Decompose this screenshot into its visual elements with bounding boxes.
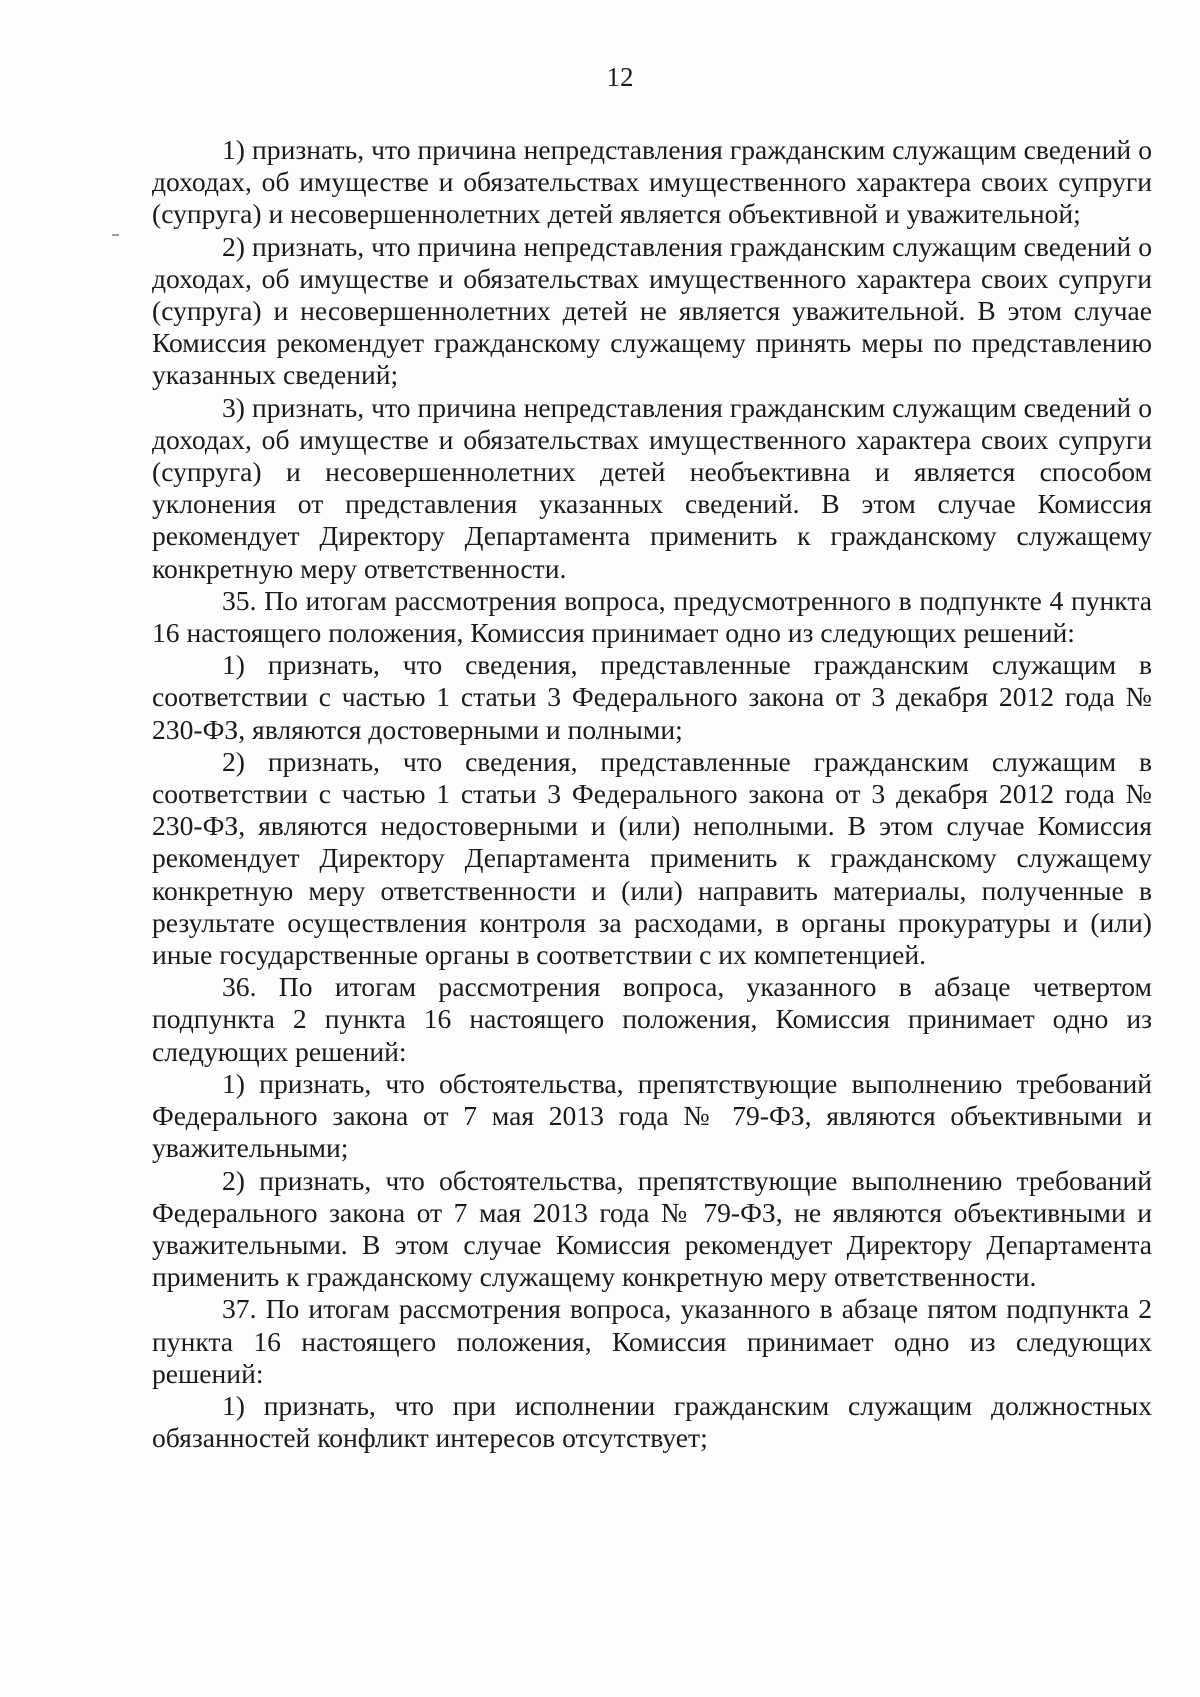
- paragraph-34-item-3: 3) признать, что причина непредставления гражданским служащим сведений о доходах, об имуществе и обязательствах имущественного характера своих супруги (супруга) и несовершеннолетних детей необъективна и является способом уклонения от представления указанных сведений. В этом случае Комиссия рекомендует Директору Департамента применить к гражданскому служащему конкретную меру ответственности.: [152, 391, 1152, 584]
- paragraph-34-item-2: 2) признать, что причина непредставления гражданским служащим сведений о доходах, об имуществе и обязательствах имущественного характера своих супруги (супруга) и несовершеннолетних детей не является уважительной. В этом случае Комиссия рекомендует гражданскому служащему принять меры по представлению указанных сведений;: [152, 230, 1152, 391]
- paragraph-36-item-2: 2) признать, что обстоятельства, препятствующие выполнению требований Федерального закона от 7 мая 2013 года № 79-ФЗ, не являются объективными и уважительными. В этом случае Комиссия рекомендует Директору Департамента применить к гражданскому служащему конкретную меру ответственности.: [152, 1164, 1152, 1293]
- page-number: 12: [606, 62, 634, 92]
- paragraph-34-item-1: 1) признать, что причина непредставления гражданским служащим сведений о доходах, об имуществе и обязательствах имущественного характера своих супруги (супруга) и несовершеннолетних детей является объективной и уважительной;: [152, 134, 1152, 230]
- paragraph-36-item-1: 1) признать, что обстоятельства, препятствующие выполнению требований Федерального закона от 7 мая 2013 года № 79-ФЗ, являются объективными и уважительными;: [152, 1067, 1152, 1164]
- paragraph-35: 35. По итогам рассмотрения вопроса, предусмотренного в подпункте 4 пункта 16 настоящего положения, Комиссия принимает одно из следующих решений:: [152, 584, 1152, 649]
- paragraph-36: 36. По итогам рассмотрения вопроса, указанного в абзаце четвертом подпункта 2 пункта 16 настоящего положения, Комиссия принимает одно из следующих решений:: [152, 971, 1152, 1067]
- paragraph-37: 37. По итогам рассмотрения вопроса, указанного в абзаце пятом подпункта 2 пункта 16 настоящего положения, Комиссия принимает одно из следующих решений:: [152, 1293, 1152, 1389]
- paragraph-35-item-2: 2) признать, что сведения, представленные гражданским служащим в соответствии с частью 1 статьи 3 Федерального закона от 3 декабря 2012 года № 230-ФЗ, являются недостоверными и (или) неполными. В этом случае Комиссия рекомендует Директору Департамента применить к гражданскому служащему конкретную меру ответственности и (или) направить материалы, полученные в результате осуществления контроля за расходами, в органы прокуратуры и (или) иные государственные органы в соответствии с их компетенцией.: [152, 745, 1152, 971]
- document-body: [152, 134, 1152, 1454]
- paragraph-37-item-1: 1) признать, что при исполнении гражданским служащим должностных обязанностей конфликт интересов отсутствует;: [152, 1389, 1152, 1454]
- paragraph-35-item-1: 1) признать, что сведения, представленные гражданским служащим в соответствии с частью 1 статьи 3 Федерального закона от 3 декабря 2012 года № 230-ФЗ, являются достоверными и полными;: [152, 649, 1152, 745]
- scan-artifact-mark: [112, 234, 119, 236]
